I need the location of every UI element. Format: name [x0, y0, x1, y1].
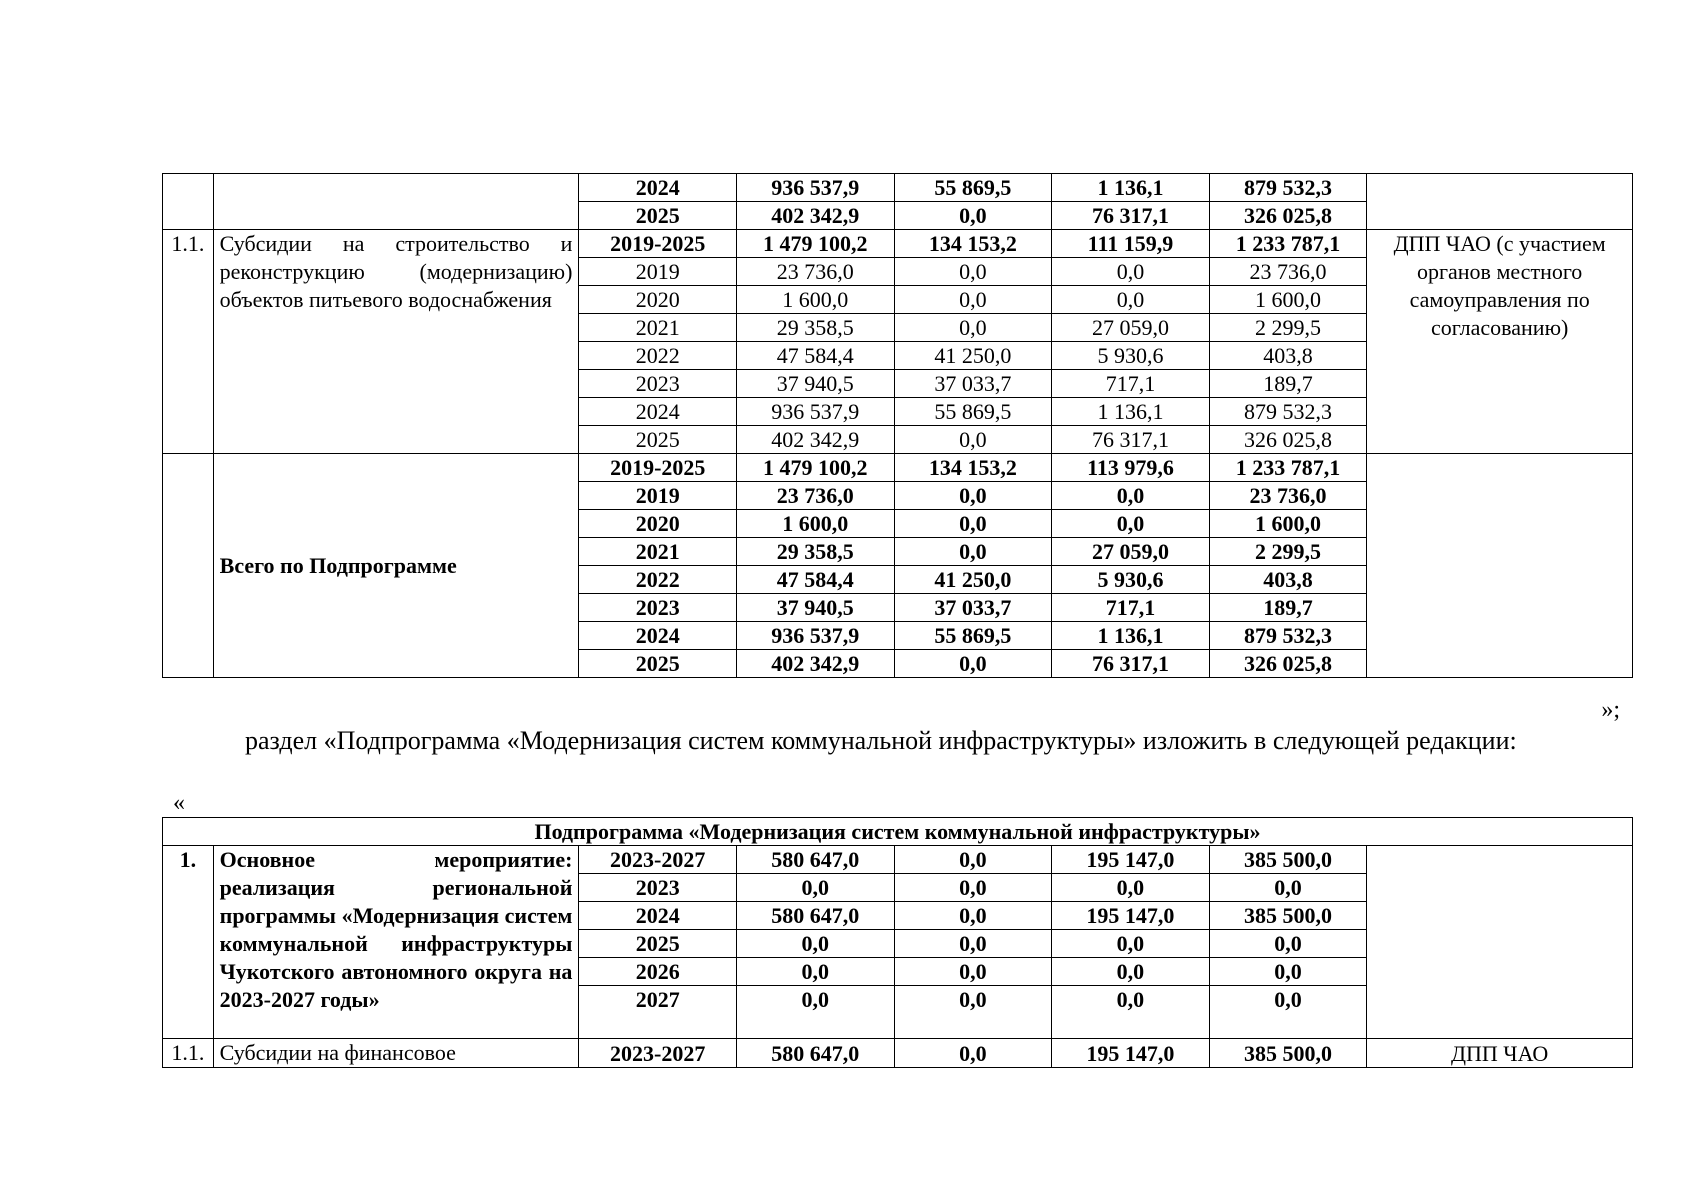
- total-cell: 1 600,0: [737, 286, 895, 314]
- year-cell: 2021: [579, 314, 737, 342]
- total-cell: 936 537,9: [737, 174, 895, 202]
- year-cell: 2020: [579, 510, 737, 538]
- total-cell: 37 940,5: [737, 370, 895, 398]
- total-cell: 580 647,0: [736, 1039, 894, 1068]
- executor-cell: [1367, 174, 1633, 230]
- num-cell: [163, 454, 214, 678]
- value-cell: 0,0: [894, 286, 1052, 314]
- value-cell: 0,0: [1052, 986, 1210, 1039]
- value-cell: 55 869,5: [894, 174, 1052, 202]
- year-cell: 2023: [579, 594, 737, 622]
- value-cell: 0,0: [894, 314, 1052, 342]
- table-row: [163, 846, 1633, 874]
- total-cell: 0,0: [736, 874, 894, 902]
- item-number: 1.1.: [163, 1039, 214, 1068]
- value-cell: 195 147,0: [1052, 902, 1210, 930]
- value-cell: 0,0: [1052, 510, 1210, 538]
- year-cell: 2027: [579, 986, 737, 1039]
- total-cell: 936 537,9: [737, 622, 895, 650]
- year-cell: 2025: [579, 930, 737, 958]
- value-cell: 0,0: [1052, 874, 1210, 902]
- value-cell: 385 500,0: [1209, 902, 1367, 930]
- value-cell: 1 233 787,1: [1209, 230, 1367, 258]
- total-cell: 1 600,0: [737, 510, 895, 538]
- value-cell: 0,0: [894, 846, 1052, 874]
- value-cell: 111 159,9: [1052, 230, 1210, 258]
- value-cell: 5 930,6: [1052, 566, 1210, 594]
- year-cell: 2023: [579, 370, 737, 398]
- year-cell: 2023-2027: [579, 1039, 737, 1068]
- value-cell: 5 930,6: [1052, 342, 1210, 370]
- year-cell: 2021: [579, 538, 737, 566]
- subprogram-title: Подпрограмма «Модернизация систем коммунальной инфраструктуры»: [163, 818, 1633, 846]
- executor-cell: [1367, 846, 1633, 1039]
- value-cell: 195 147,0: [1052, 1039, 1210, 1068]
- year-cell: 2025: [579, 426, 737, 454]
- value-cell: 113 979,6: [1052, 454, 1210, 482]
- value-cell: 1 136,1: [1052, 174, 1210, 202]
- value-cell: 0,0: [894, 958, 1052, 986]
- value-cell: 0,0: [894, 986, 1052, 1039]
- value-cell: 385 500,0: [1209, 846, 1367, 874]
- total-cell: 402 342,9: [737, 426, 895, 454]
- year-cell: 2019-2025: [579, 230, 737, 258]
- table-row: [163, 454, 1633, 482]
- value-cell: 1 233 787,1: [1209, 454, 1367, 482]
- value-cell: 0,0: [1209, 986, 1367, 1039]
- total-cell: 0,0: [736, 958, 894, 986]
- value-cell: 2 299,5: [1209, 538, 1367, 566]
- value-cell: 0,0: [894, 1039, 1052, 1068]
- value-cell: 0,0: [894, 510, 1052, 538]
- year-cell: 2024: [579, 902, 737, 930]
- value-cell: 1 600,0: [1209, 286, 1367, 314]
- value-cell: 76 317,1: [1052, 202, 1210, 230]
- value-cell: 0,0: [894, 426, 1052, 454]
- value-cell: 76 317,1: [1052, 650, 1210, 678]
- funding-table-communal-infrastructure: [162, 817, 1633, 1068]
- item-name: Основное мероприятие: реализация региональной программы «Модернизация систем коммунальной инфраструктуры Чукотского автономного округа на 2023-2027 годы»: [213, 846, 579, 1039]
- value-cell: 0,0: [894, 902, 1052, 930]
- total-cell: 47 584,4: [737, 342, 895, 370]
- value-cell: 0,0: [1052, 482, 1210, 510]
- total-cell: 23 736,0: [737, 258, 895, 286]
- item-number: 1.1.: [163, 230, 214, 454]
- total-cell: 47 584,4: [737, 566, 895, 594]
- table-row: [163, 230, 1633, 258]
- total-cell: 29 358,5: [737, 314, 895, 342]
- year-cell: 2026: [579, 958, 737, 986]
- value-cell: 23 736,0: [1209, 258, 1367, 286]
- value-cell: 37 033,7: [894, 594, 1052, 622]
- year-cell: 2022: [579, 566, 737, 594]
- item-name: Субсидии на финансовое: [213, 1039, 579, 1068]
- value-cell: 0,0: [894, 482, 1052, 510]
- value-cell: 23 736,0: [1209, 482, 1367, 510]
- executor-cell: ДПП ЧАО: [1367, 1039, 1633, 1068]
- value-cell: 0,0: [1052, 930, 1210, 958]
- value-cell: 717,1: [1052, 594, 1210, 622]
- item-name: Субсидии на строительство и реконструкцию (модернизацию) объектов питьевого водоснабжения: [213, 230, 579, 454]
- value-cell: 0,0: [1052, 286, 1210, 314]
- table-row: [163, 174, 1633, 202]
- value-cell: 134 153,2: [894, 230, 1052, 258]
- executor-cell: [1367, 454, 1633, 678]
- closing-quote: »;: [1601, 697, 1620, 723]
- total-cell: 37 940,5: [737, 594, 895, 622]
- year-cell: 2019: [579, 258, 737, 286]
- year-cell: 2019: [579, 482, 737, 510]
- total-cell: 580 647,0: [736, 902, 894, 930]
- value-cell: 195 147,0: [1052, 846, 1210, 874]
- total-cell: 1 479 100,2: [737, 230, 895, 258]
- value-cell: 879 532,3: [1209, 398, 1367, 426]
- name-cell: [213, 174, 579, 230]
- year-cell: 2025: [579, 202, 737, 230]
- value-cell: 403,8: [1209, 342, 1367, 370]
- value-cell: 0,0: [894, 202, 1052, 230]
- amendment-paragraph: раздел «Подпрограмма «Модернизация систем коммунальной инфраструктуры» изложить в следующей редакции:: [245, 726, 1517, 755]
- table-row: [163, 1039, 1633, 1068]
- value-cell: 879 532,3: [1209, 622, 1367, 650]
- value-cell: 0,0: [894, 258, 1052, 286]
- year-cell: 2023-2027: [579, 846, 737, 874]
- year-cell: 2022: [579, 342, 737, 370]
- value-cell: 1 136,1: [1052, 622, 1210, 650]
- value-cell: 76 317,1: [1052, 426, 1210, 454]
- value-cell: 1 600,0: [1209, 510, 1367, 538]
- value-cell: 0,0: [1209, 874, 1367, 902]
- table-row: [163, 818, 1633, 846]
- year-cell: 2024: [579, 174, 737, 202]
- value-cell: 0,0: [1209, 930, 1367, 958]
- value-cell: 0,0: [894, 538, 1052, 566]
- total-cell: 580 647,0: [736, 846, 894, 874]
- value-cell: 27 059,0: [1052, 314, 1210, 342]
- funding-table-water-supply: [162, 173, 1633, 678]
- value-cell: 1 136,1: [1052, 398, 1210, 426]
- value-cell: 326 025,8: [1209, 202, 1367, 230]
- subprogram-total-label: Всего по Подпрограмме: [213, 454, 579, 678]
- value-cell: 37 033,7: [894, 370, 1052, 398]
- year-cell: 2024: [579, 398, 737, 426]
- value-cell: 0,0: [894, 650, 1052, 678]
- value-cell: 0,0: [1052, 258, 1210, 286]
- value-cell: 41 250,0: [894, 566, 1052, 594]
- value-cell: 0,0: [894, 874, 1052, 902]
- value-cell: 0,0: [894, 930, 1052, 958]
- value-cell: 2 299,5: [1209, 314, 1367, 342]
- executor-cell: ДПП ЧАО (с участием органов местного самоуправления по согласованию): [1367, 230, 1633, 454]
- total-cell: 23 736,0: [737, 482, 895, 510]
- opening-quote: «: [173, 790, 185, 816]
- value-cell: 879 532,3: [1209, 174, 1367, 202]
- year-cell: 2024: [579, 622, 737, 650]
- value-cell: 0,0: [1052, 958, 1210, 986]
- value-cell: 326 025,8: [1209, 650, 1367, 678]
- value-cell: 189,7: [1209, 370, 1367, 398]
- value-cell: 717,1: [1052, 370, 1210, 398]
- value-cell: 134 153,2: [894, 454, 1052, 482]
- value-cell: 55 869,5: [894, 622, 1052, 650]
- year-cell: 2023: [579, 874, 737, 902]
- total-cell: 29 358,5: [737, 538, 895, 566]
- total-cell: 0,0: [736, 930, 894, 958]
- year-cell: 2025: [579, 650, 737, 678]
- year-cell: 2020: [579, 286, 737, 314]
- item-number: 1.: [163, 846, 214, 1039]
- total-cell: 0,0: [736, 986, 894, 1039]
- total-cell: 936 537,9: [737, 398, 895, 426]
- value-cell: 403,8: [1209, 566, 1367, 594]
- num-cell: [163, 174, 214, 230]
- value-cell: 189,7: [1209, 594, 1367, 622]
- value-cell: 27 059,0: [1052, 538, 1210, 566]
- value-cell: 326 025,8: [1209, 426, 1367, 454]
- value-cell: 0,0: [1209, 958, 1367, 986]
- value-cell: 55 869,5: [894, 398, 1052, 426]
- value-cell: 385 500,0: [1209, 1039, 1367, 1068]
- total-cell: 402 342,9: [737, 650, 895, 678]
- value-cell: 41 250,0: [894, 342, 1052, 370]
- year-cell: 2019-2025: [579, 454, 737, 482]
- total-cell: 402 342,9: [737, 202, 895, 230]
- total-cell: 1 479 100,2: [737, 454, 895, 482]
